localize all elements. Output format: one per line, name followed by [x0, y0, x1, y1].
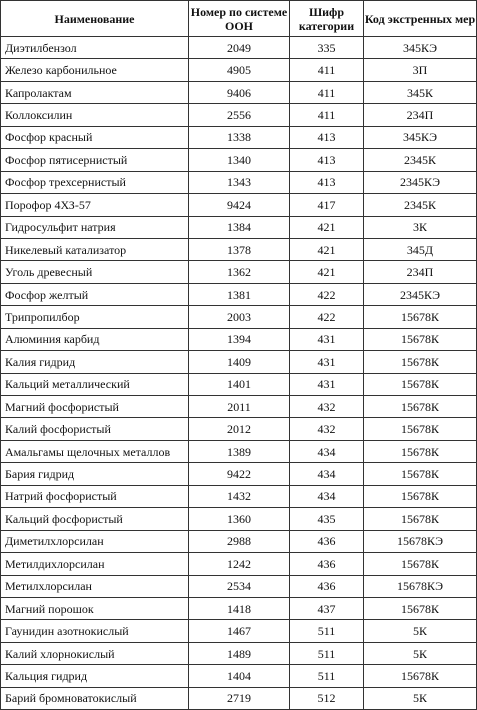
- cell-emergency-code: 15678КЭ: [364, 575, 477, 597]
- cell-emergency-code: 345Д: [364, 238, 477, 260]
- cell-emergency-code: 5К: [364, 687, 477, 709]
- cell-emergency-code: 234П: [364, 104, 477, 126]
- cell-name: Гаунидин азотнокислый: [1, 620, 189, 642]
- cell-category-code: 421: [290, 216, 364, 238]
- table-row: [1, 463, 477, 485]
- cell-name: Железо карбонильное: [1, 59, 189, 81]
- cell-un-number: 2534: [189, 575, 290, 597]
- table-row: [1, 59, 477, 81]
- cell-un-number: 1418: [189, 597, 290, 619]
- table-row: [1, 665, 477, 687]
- cell-un-number: 2988: [189, 530, 290, 552]
- cell-name: Калия гидрид: [1, 351, 189, 373]
- cell-un-number: 1381: [189, 283, 290, 305]
- cell-name: Капролактам: [1, 81, 189, 103]
- table-body: [1, 37, 477, 710]
- cell-emergency-code: 15678К: [364, 440, 477, 462]
- table-row: [1, 194, 477, 216]
- cell-category-code: 435: [290, 508, 364, 530]
- table-row: [1, 553, 477, 575]
- header-un-number: Номер по системе ООН: [189, 1, 290, 37]
- cell-name: Метилхлорсилан: [1, 575, 189, 597]
- header-emergency-code: Код экстренных мер: [364, 1, 477, 37]
- table-row: [1, 306, 477, 328]
- cell-un-number: 1432: [189, 485, 290, 507]
- cell-un-number: 2011: [189, 396, 290, 418]
- cell-un-number: 1401: [189, 373, 290, 395]
- cell-category-code: 335: [290, 37, 364, 59]
- cell-un-number: 2049: [189, 37, 290, 59]
- table-row: [1, 283, 477, 305]
- cell-un-number: 1378: [189, 238, 290, 260]
- cell-emergency-code: 15678К: [364, 665, 477, 687]
- cell-name: Порофор 4ХЗ-57: [1, 194, 189, 216]
- cell-category-code: 413: [290, 126, 364, 148]
- cell-emergency-code: 15678К: [364, 463, 477, 485]
- cell-emergency-code: 15678К: [364, 597, 477, 619]
- cell-name: Бария гидрид: [1, 463, 189, 485]
- cell-un-number: 9406: [189, 81, 290, 103]
- cell-category-code: 436: [290, 530, 364, 552]
- cell-name: Фосфор красный: [1, 126, 189, 148]
- table-row: [1, 328, 477, 350]
- table-row: [1, 440, 477, 462]
- cell-un-number: 1394: [189, 328, 290, 350]
- cell-name: Барий бромноватокислый: [1, 687, 189, 709]
- cell-emergency-code: 15678К: [364, 328, 477, 350]
- cell-name: Кальций фосфористый: [1, 508, 189, 530]
- cell-emergency-code: 5К: [364, 642, 477, 664]
- cell-emergency-code: 345КЭ: [364, 126, 477, 148]
- cell-name: Кальций металлический: [1, 373, 189, 395]
- table-row: [1, 418, 477, 440]
- cell-category-code: 432: [290, 396, 364, 418]
- cell-emergency-code: 15678К: [364, 306, 477, 328]
- cell-category-code: 411: [290, 104, 364, 126]
- table-row: [1, 351, 477, 373]
- cell-category-code: 511: [290, 665, 364, 687]
- cell-emergency-code: 15678К: [364, 396, 477, 418]
- table-row: [1, 575, 477, 597]
- cell-name: Амальгамы щелочных металлов: [1, 440, 189, 462]
- cell-name: Уголь древесный: [1, 261, 189, 283]
- cell-un-number: 1384: [189, 216, 290, 238]
- table-row: [1, 642, 477, 664]
- table-row: [1, 37, 477, 59]
- cell-category-code: 434: [290, 440, 364, 462]
- cell-emergency-code: 2345К: [364, 149, 477, 171]
- table-row: [1, 171, 477, 193]
- table-row: [1, 620, 477, 642]
- cell-un-number: 1362: [189, 261, 290, 283]
- cell-un-number: 2556: [189, 104, 290, 126]
- cell-category-code: 437: [290, 597, 364, 619]
- cell-emergency-code: 5К: [364, 620, 477, 642]
- cell-category-code: 434: [290, 463, 364, 485]
- cell-emergency-code: 234П: [364, 261, 477, 283]
- cell-un-number: 1409: [189, 351, 290, 373]
- table-row: [1, 373, 477, 395]
- cell-un-number: 1242: [189, 553, 290, 575]
- cell-category-code: 413: [290, 171, 364, 193]
- cell-name: Диэтилбензол: [1, 37, 189, 59]
- cell-un-number: 9422: [189, 463, 290, 485]
- table-row: [1, 687, 477, 709]
- table-row: [1, 216, 477, 238]
- header-category-code: Шифр категории: [290, 1, 364, 37]
- table-row: [1, 485, 477, 507]
- cell-name: Трипропилбор: [1, 306, 189, 328]
- table-row: [1, 261, 477, 283]
- cell-category-code: 411: [290, 81, 364, 103]
- cell-name: Фосфор желтый: [1, 283, 189, 305]
- cell-emergency-code: 345К: [364, 81, 477, 103]
- cell-name: Калий фосфористый: [1, 418, 189, 440]
- cell-un-number: 1343: [189, 171, 290, 193]
- cell-un-number: 1360: [189, 508, 290, 530]
- cell-emergency-code: 3П: [364, 59, 477, 81]
- cell-category-code: 411: [290, 59, 364, 81]
- cell-name: Гидросульфит натрия: [1, 216, 189, 238]
- cell-category-code: 434: [290, 485, 364, 507]
- cell-name: Кальция гидрид: [1, 665, 189, 687]
- cell-un-number: 2003: [189, 306, 290, 328]
- cell-emergency-code: 15678К: [364, 351, 477, 373]
- cell-un-number: 1340: [189, 149, 290, 171]
- table-row: [1, 81, 477, 103]
- cell-emergency-code: 15678К: [364, 485, 477, 507]
- cell-category-code: 511: [290, 620, 364, 642]
- cell-category-code: 436: [290, 553, 364, 575]
- cell-un-number: 1404: [189, 665, 290, 687]
- cell-name: Магний порошок: [1, 597, 189, 619]
- table-row: [1, 396, 477, 418]
- cell-name: Магний фосфористый: [1, 396, 189, 418]
- cell-name: Алюминия карбид: [1, 328, 189, 350]
- cell-category-code: 421: [290, 238, 364, 260]
- cell-category-code: 431: [290, 351, 364, 373]
- cell-category-code: 422: [290, 283, 364, 305]
- cell-category-code: 421: [290, 261, 364, 283]
- cell-emergency-code: 2345КЭ: [364, 283, 477, 305]
- cell-category-code: 511: [290, 642, 364, 664]
- table-row: [1, 238, 477, 260]
- cell-category-code: 422: [290, 306, 364, 328]
- cell-category-code: 431: [290, 328, 364, 350]
- table-row: [1, 126, 477, 148]
- cell-un-number: 2012: [189, 418, 290, 440]
- header-row: [1, 1, 477, 37]
- cell-emergency-code: 15678КЭ: [364, 530, 477, 552]
- header-name: Наименование: [1, 1, 189, 37]
- cell-category-code: 436: [290, 575, 364, 597]
- cell-un-number: 1338: [189, 126, 290, 148]
- table-row: [1, 597, 477, 619]
- cell-un-number: 1489: [189, 642, 290, 664]
- cell-category-code: 431: [290, 373, 364, 395]
- cell-emergency-code: 3К: [364, 216, 477, 238]
- cell-emergency-code: 2345КЭ: [364, 171, 477, 193]
- cell-emergency-code: 345КЭ: [364, 37, 477, 59]
- cell-un-number: 4905: [189, 59, 290, 81]
- table-row: [1, 508, 477, 530]
- cell-un-number: 2719: [189, 687, 290, 709]
- cell-category-code: 417: [290, 194, 364, 216]
- table-row: [1, 530, 477, 552]
- cell-name: Никелевый катализатор: [1, 238, 189, 260]
- cell-name: Фосфор трехсернистый: [1, 171, 189, 193]
- cell-category-code: 432: [290, 418, 364, 440]
- cell-un-number: 1467: [189, 620, 290, 642]
- cell-un-number: 9424: [189, 194, 290, 216]
- cell-emergency-code: 15678К: [364, 373, 477, 395]
- table-row: [1, 104, 477, 126]
- cell-emergency-code: 15678К: [364, 553, 477, 575]
- table-row: [1, 149, 477, 171]
- cell-un-number: 1389: [189, 440, 290, 462]
- cell-emergency-code: 2345К: [364, 194, 477, 216]
- cell-name: Фосфор пятисернистый: [1, 149, 189, 171]
- cell-name: Коллоксилин: [1, 104, 189, 126]
- cell-category-code: 512: [290, 687, 364, 709]
- cell-emergency-code: 15678К: [364, 508, 477, 530]
- cell-name: Калий хлорнокислый: [1, 642, 189, 664]
- cell-category-code: 413: [290, 149, 364, 171]
- cell-name: Натрий фосфористый: [1, 485, 189, 507]
- cell-name: Диметилхлорсилан: [1, 530, 189, 552]
- table-header: [1, 1, 477, 37]
- cell-emergency-code: 15678К: [364, 418, 477, 440]
- cell-name: Метилдихлорсилан: [1, 553, 189, 575]
